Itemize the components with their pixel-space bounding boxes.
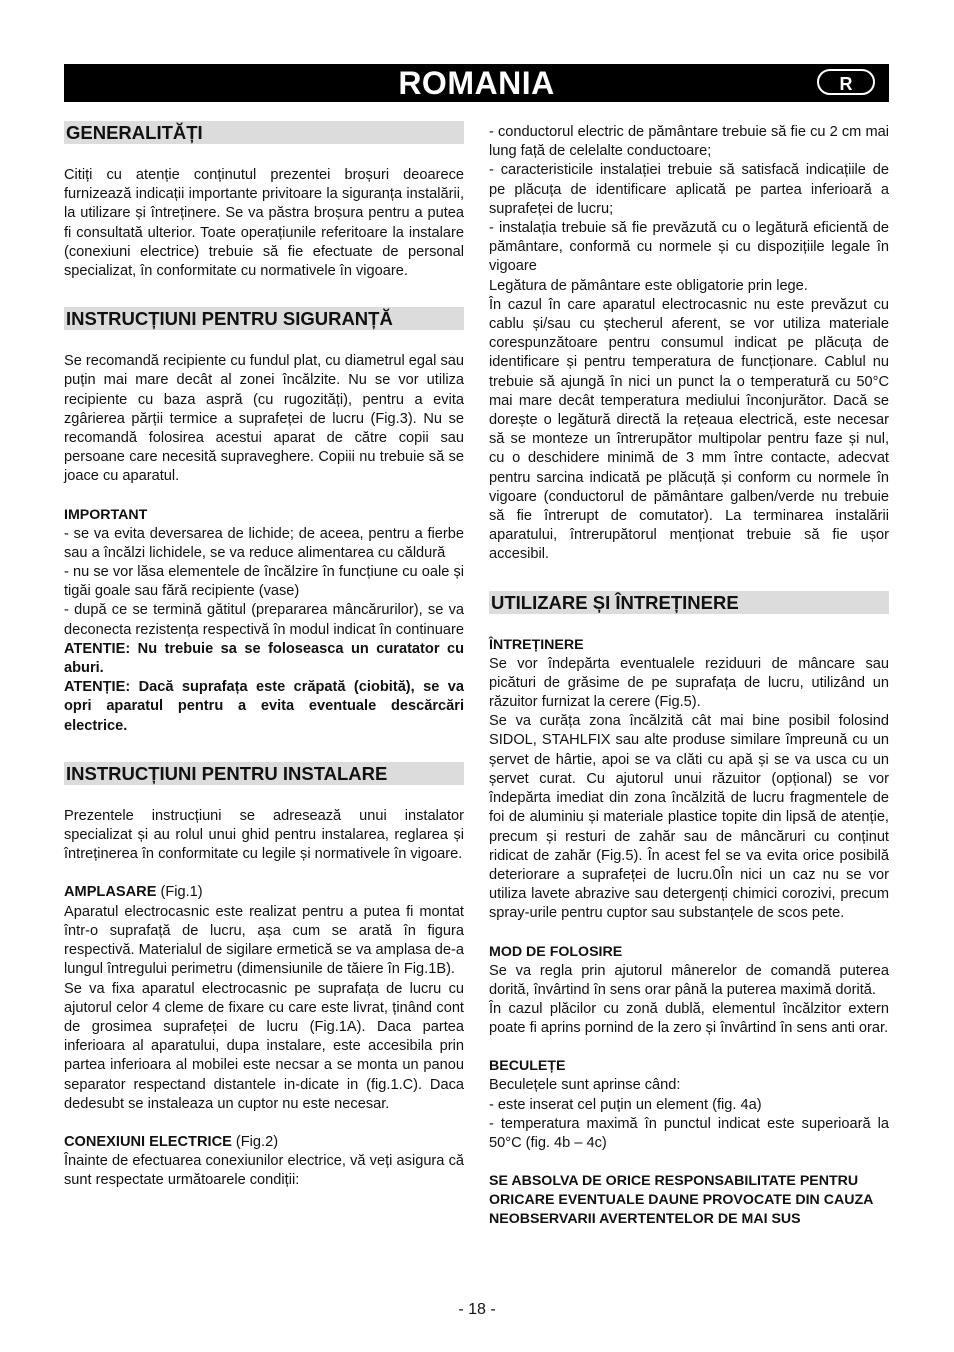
paragraph: Se va curăța zona încălzită cât mai bine posibil folosind SIDOL, STAHLFIX sau alte produse similare împreună cu un șervet de hârtie, apoi se va clăti cu apă și se va usca cu un șervet curat. Cu ajutorul unui răzuitor (opțional) se vor îndepărta imediat din zona încălzită de lucru fragmentele de foi de aluminiu și materiale plastice topite din lipsă de atenție, precum și resturi de zahăr sau de mâncăruri cu conținut ridicat de zahăr (Fig.5). În acest fel se va evita orice posibilă deteriorare a suprafeței de lucru.0În nici un caz nu se vor utiliza lavete abrazive sau detergenți chimici corozivi, precum spray-urile pentru cuptor sau substanțele de scos pete. xyxy=(489,713,889,922)
paragraph: Se va fixa aparatul electrocasnic pe suprafața de lucru cu ajutorul celor 4 cleme de fixare cu care este livrat, ținând cont de grosimea suprafeței de lucru (Fig.1A). Daca partea inferioara al aparatului, dupa instalare, este accesibila prin partea inferioara al mobilei este necsar a se monta un panou separator respectand distantele in-dicate in (fig.1.C). Daca dedesubt se instaleaza un cuptor nu este necesar. xyxy=(64,980,464,1112)
paragraph: Prezentele instrucțiuni se adresează unui instalator specializat și au rolul unui ghid pentru instalarea, reglarea și întreținerea în conformitate cu legile și normativele în vigoare. xyxy=(64,807,464,863)
list-item: - nu se vor lăsa elementele de încălzire în funcțiune cu oale și tigăi goale sau fără recipiente (vase) xyxy=(64,564,464,600)
page-number: - 18 - xyxy=(458,1301,496,1318)
list-item: - instalația trebuie să fie prevăzută cu o legătură eficientă de pământare, conformă cu normele și cu dispozițiile legale în vigoare xyxy=(489,220,889,275)
paragraph: Se recomandă recipiente cu fundul plat, cu diametrul egal sau puțin mai mare decât al zonei încălzite. Nu se vor utiliza recipiente cu baza aspră (cu rugozități), pentru a evita zgârierea părții termice a suprafeței de lucru (Fig.3). Nu se recomandă folosirea acestui aparat de către copii sau persoane care necesită supraveghere. Copiii nu trebuie să se joace cu aparatul. xyxy=(64,353,464,485)
disclaimer: SE ABSOLVA DE ORICE RESPONSABILITATE PENTRU ORICARE EVENTUALE DAUNE PROVOCATE DIN CAUZA NEOBSERVARII AVERTENTELOR DE MAI SUS xyxy=(489,1173,873,1228)
subsection-label: BECULEȚE xyxy=(489,1058,566,1075)
left-column xyxy=(64,121,464,1191)
subsection-label: ÎNTREȚINERE xyxy=(489,636,584,653)
paragraph: În cazul în care aparatul electrocasnic nu este prevăzut cu cablu și/sau cu ștecherul aferent, se vor utiliza materiale corespunzătoare pentru consumul indicat pe plăcuța de identificare și pentru temperatura de funcționare. Cablul nu trebuie să ajungă în nici un punct la o temperatură cu 50°C mai mare decât temperatura mediului înconjurător. Dacă se dorește o legătură directă la rețeaua electrică, este necesar să se monteze un întrerupător multipolar pentru faze și nul, cu o deschidere minimă de 3 mm între contacte, adecvat pentru sarcina indicată pe plăcuță și conform cu normele în vigoare (conductorul de pământare galben/verde nu trebuie să fie întrerupt de comutator). La terminarea instalării aparatului, întrerupătorul menționat trebuie să fie ușor accesibil. xyxy=(489,296,889,563)
paragraph: Aparatul electrocasnic este realizat pentru a putea fi montat într-o suprafață de lucru, așa cum se arată în figura respectivă. Materialul de sigilare ermetică se va amplasa de-a lungul întregului perimetru (dimensiunile de tăiere în Fig.1B). xyxy=(64,903,464,978)
subsection-label: AMPLASARE xyxy=(64,884,157,901)
paragraph: Beculețele sunt aprinse când: xyxy=(489,1077,681,1094)
subsection-conexiuni xyxy=(64,1133,464,1152)
list-item: - caracteristicile instalației trebuie să satisfacă indicațiile de pe plăcuța de identificare aplicată pe partea inferioară a suprafeței de lucru; xyxy=(489,162,889,217)
subsection-label: MOD DE FOLOSIRE xyxy=(489,943,623,960)
right-column xyxy=(489,123,889,1229)
section-title-utilizare: UTILIZARE ȘI ÎNTREȚINERE xyxy=(489,591,889,614)
page-title: ROMANIA xyxy=(398,65,555,101)
list-item: - conductorul electric de pământare trebuie să fie cu 2 cm mai lung față de celelalte conductoare; xyxy=(489,124,889,160)
list-item: - după ce se termină gătitul (prepararea mâncărurilor), se va deconecta rezistența respectivă în modul indicat în continuare xyxy=(64,602,464,638)
list-item: - se va evita deversarea de lichide; de aceea, pentru a fierbe sau a încălzi lichidele, se va reduce alimentarea cu căldură xyxy=(64,525,464,561)
warning-text: ATENȚIE: Dacă suprafața este crăpată (ciobită), se va opri aparatul pentru a evita eventuale descărcări electrice. xyxy=(64,679,464,734)
section-title-generalitati: GENERALITĂȚI xyxy=(64,121,464,144)
paragraph: Se va regla prin ajutorul mânerelor de comandă puterea dorită, învârtind în sens orar până la puterea maximă dorită. xyxy=(489,962,889,998)
subsection-label: CONEXIUNI ELECTRICE xyxy=(64,1133,232,1150)
paragraph: Citiți cu atenție conținutul prezentei broșuri deoarece furnizează indicații importante privitoare la siguranța instalării, la utilizare și întreținere. Se va păstra broșura pentru a putea fi consultată ulterior. Toate operațiunile referitoare la instalare (conexiuni electrice) trebuie să fie efectuate de personal specializat, în conformitate cu normativele în vigoare. xyxy=(64,167,464,280)
paragraph: În cazul plăcilor cu zonă dublă, elementul încălzitor extern poate fi aprins pornind de la zero și învârtind în sens anti orar. xyxy=(489,1000,889,1037)
title-bar xyxy=(64,64,889,102)
paragraph: Legătura de pământare este obligatorie prin lege. xyxy=(489,277,808,294)
subsection-amplasare xyxy=(64,883,464,902)
figure-ref: (Fig.1) xyxy=(156,884,203,901)
language-badge: R xyxy=(817,69,875,95)
important-heading: IMPORTANT xyxy=(64,506,148,523)
list-item: - este inserat cel puțin un element (fig. 4a) xyxy=(489,1096,762,1113)
paragraph: Se vor îndepărta eventualele reziduuri de mâncare sau picături de grăsime de pe suprafața de lucru, utilizând un răzuitor furnizat la cerere (Fig.5). xyxy=(489,655,889,711)
paragraph: Înainte de efectuarea conexiunilor electrice, vă veți asigura că sunt respectate următoarele condiții: xyxy=(64,1153,464,1189)
list-item: - temperatura maximă în punctul indicat este superioară la 50°C (fig. 4b – 4c) xyxy=(489,1115,889,1151)
warning-text: ATENTIE: Nu trebuie sa se foloseasca un curatator cu aburi. xyxy=(64,640,464,677)
section-title-instalare: INSTRUCȚIUNI PENTRU INSTALARE xyxy=(64,762,464,785)
section-title-siguranta: INSTRUCȚIUNI PENTRU SIGURANȚĂ xyxy=(64,307,464,330)
figure-ref: (Fig.2) xyxy=(231,1133,279,1150)
